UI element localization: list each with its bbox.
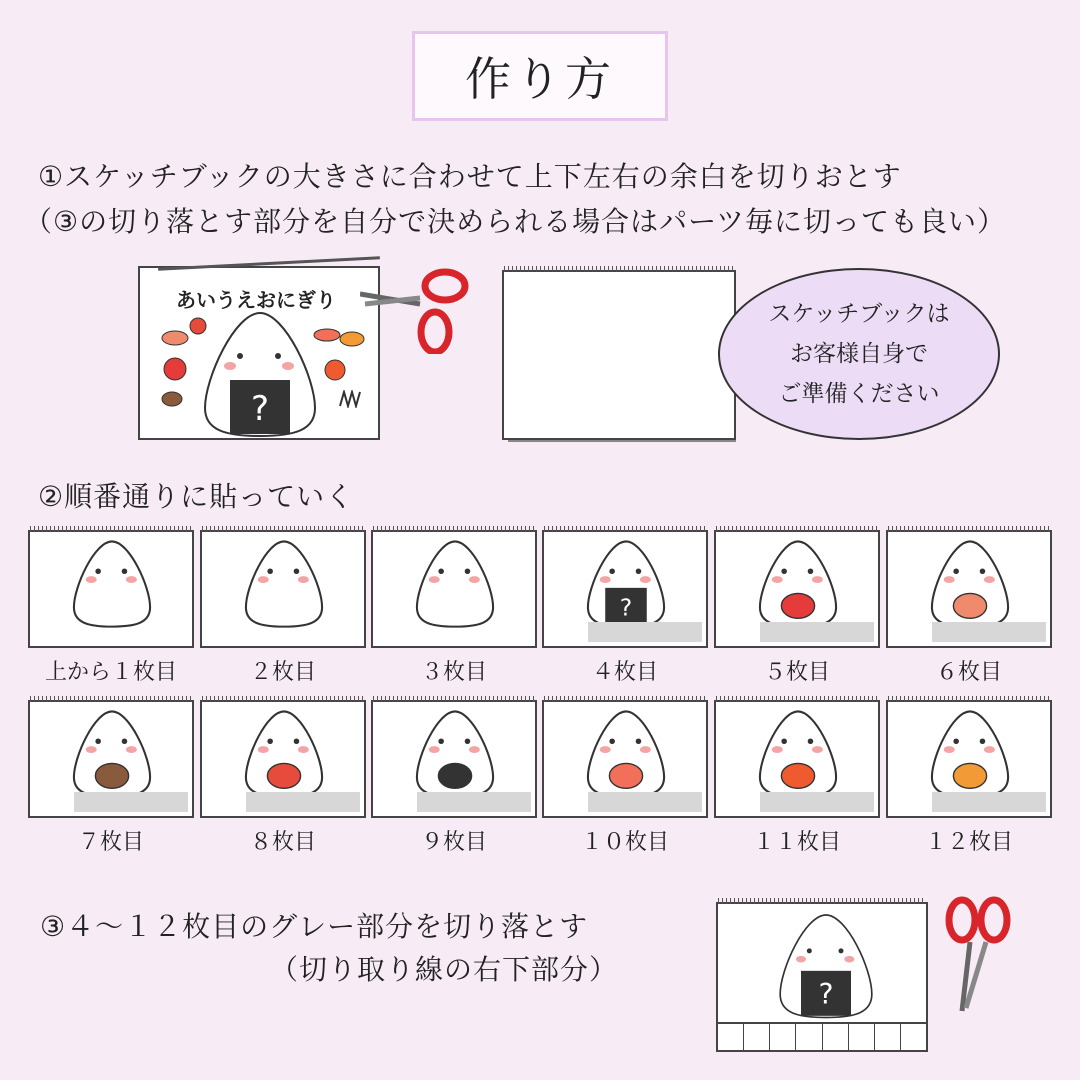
page-thumbnail [371, 700, 537, 818]
cut-area [246, 792, 360, 812]
page-thumbnail [714, 700, 880, 818]
scissors-icon [360, 264, 470, 354]
blank-sketchbook [502, 270, 736, 440]
octopus-icon [186, 316, 210, 344]
page-caption: ４枚目 [591, 660, 658, 685]
onigiri-illustration [413, 708, 497, 798]
ikura-icon [322, 358, 348, 382]
onigiri-illustration [70, 538, 154, 628]
cut-area [932, 792, 1046, 812]
step2-text: ②順番通りに貼っていく [38, 480, 355, 513]
onigiri-illustration [584, 538, 668, 628]
svg-text:?: ? [818, 978, 834, 1012]
bubble-line1: スケッチブックは [768, 301, 950, 327]
page-caption: ７枚目 [77, 830, 144, 855]
page-thumbnail [886, 530, 1052, 648]
page-caption: １２枚目 [924, 830, 1013, 855]
onigiri-illustration [584, 708, 668, 798]
page-caption: ５枚目 [763, 660, 830, 685]
step3-line1: ③４～１２枚目のグレー部分を切り落とす [40, 910, 589, 943]
page-thumbnail [200, 700, 366, 818]
cut-area [588, 792, 702, 812]
scissors-icon [944, 896, 1014, 1016]
cut-area [760, 622, 874, 642]
page-caption: 上から１枚目 [44, 660, 177, 685]
konbu-icon [338, 390, 362, 408]
speech-bubble [718, 268, 1000, 440]
page-thumbnail [714, 530, 880, 648]
page-caption: ９枚目 [420, 830, 487, 855]
onigiri-illustration [776, 910, 876, 1020]
onigiri-illustration [756, 708, 840, 798]
onigiri-illustration [928, 538, 1012, 628]
okaka-icon [160, 390, 184, 408]
svg-text:?: ? [619, 593, 633, 622]
cut-area [760, 792, 874, 812]
onigiri-illustration [200, 308, 320, 438]
page-caption: １０枚目 [580, 830, 669, 855]
bubble-line3: ご準備ください [778, 381, 940, 407]
step1-line1: ①スケッチブックの大きさに合わせて上下左右の余白を切りおとす [38, 160, 902, 193]
question-mark-icon: ? [250, 389, 270, 429]
cut-area [932, 622, 1046, 642]
page-thumbnail [371, 530, 537, 648]
page-title: 作り方 [412, 31, 668, 121]
sketchbook-pages [508, 440, 736, 442]
onigiri-illustration [242, 708, 326, 798]
page-caption: ２枚目 [249, 660, 316, 685]
parts-strip [718, 1022, 926, 1050]
step3-line2: （切り取り線の右下部分） [270, 953, 619, 986]
onigiri-illustration [928, 708, 1012, 798]
umeboshi-icon [162, 356, 188, 382]
page-caption: １１枚目 [752, 830, 841, 855]
page-thumbnail [886, 700, 1052, 818]
page-caption: ８枚目 [249, 830, 316, 855]
step1-line2: （③の切り落とす部分を自分で決められる場合はパーツ毎に切っても良い） [24, 205, 1006, 238]
page-caption: ６枚目 [935, 660, 1002, 685]
cut-area [417, 792, 531, 812]
cover-card [138, 266, 380, 440]
onigiri-illustration [70, 708, 154, 798]
page-caption: ３枚目 [420, 660, 487, 685]
cut-area [588, 622, 702, 642]
onigiri-illustration [242, 538, 326, 628]
onigiri-illustration [413, 538, 497, 628]
final-sketchbook [716, 902, 928, 1052]
onigiri-illustration [756, 538, 840, 628]
page-thumbnail [28, 700, 194, 818]
cover-title: あいうえおにぎり [176, 288, 336, 312]
cut-area [74, 792, 188, 812]
bubble-line2: お客様自身で [790, 341, 928, 367]
page-thumbnail [200, 530, 366, 648]
page-thumbnail [542, 700, 708, 818]
page-thumbnail [28, 530, 194, 648]
page-thumbnail [542, 530, 708, 648]
